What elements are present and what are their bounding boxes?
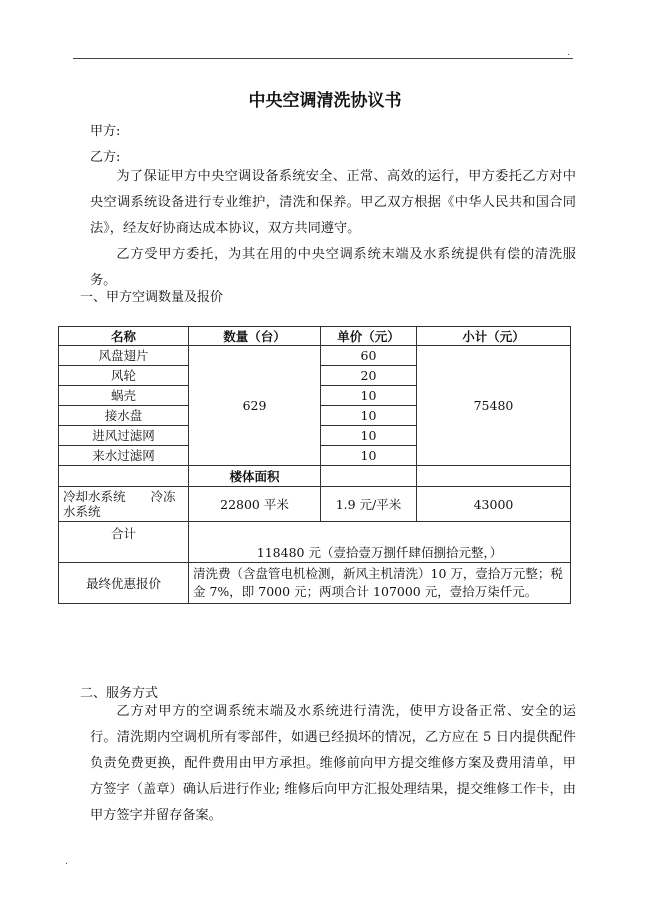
item-name: 接水盘 (59, 406, 189, 426)
item-name: 风盘翅片 (59, 346, 189, 366)
area-header-row (59, 466, 571, 487)
total-value: 118480 元（壹拾壹万捌仟肆佰捌拾元整，） (189, 522, 571, 563)
item-name: 蜗壳 (59, 386, 189, 406)
section-1-heading: 一、甲方空调数量及报价 (80, 290, 224, 305)
item-price: 10 (321, 426, 417, 446)
item-name: 来水过滤网 (59, 446, 189, 466)
party-b-label: 乙方: (90, 150, 121, 165)
item-name: 风轮 (59, 366, 189, 386)
document-title: 中央空调清洗协议书 (248, 91, 402, 111)
header-quantity: 数量（台） (189, 327, 321, 346)
party-a-label: 甲方: (90, 124, 121, 139)
total-row (59, 522, 571, 563)
footer-mark: . (65, 857, 68, 867)
item-price: 10 (321, 386, 417, 406)
final-label: 最终优惠报价 (59, 563, 189, 604)
item-price: 60 (321, 346, 417, 366)
header-subtotal: 小计（元） (417, 327, 571, 346)
intro-paragraph: 为了保证甲方中央空调设备系统安全、正常、高效的运行，甲方委托乙方对中央空调系统设备进行专业维护，清洗和保养。甲乙双方根据《中华人民共和国合同法》，经友好协商达成本协议，双方共同遵守。 (90, 169, 576, 236)
area-header: 楼体面积 (189, 466, 321, 487)
scope-paragraph: 乙方受甲方委托，为其在用的中央空调系统末端及水系统提供有偿的清洗服务。 (90, 247, 576, 288)
item-name: 进风过滤网 (59, 426, 189, 446)
subtotal-cell: 75480 (417, 346, 571, 466)
item-price: 20 (321, 366, 417, 386)
header-unit-price: 单价（元） (321, 327, 417, 346)
header-rule (73, 58, 573, 59)
service-paragraph: 乙方对甲方的空调系统末端及水系统进行清洗，使甲方设备正常、安全的运行。清洗期内空调机所有零部件，如遇已经损坏的情况，乙方应在 5 日内提供配件负责免费更换，配件费用由甲方承担。维修前向甲方提交维修方案及费用清单，甲方签字（盖章）确认后进行作业; 维修后向甲方汇报处理结果，提交维修工作卡，由甲方签字并留存备案。 (90, 704, 576, 823)
final-value: 清洗费（含盘管电机检测，新风主机清洗）10 万，壹拾万元整；税金 7%，即 7000 元；两项合计 107000 元，壹拾万柒仟元。 (189, 563, 571, 604)
item-price: 10 (321, 406, 417, 426)
header-mark: . (567, 48, 570, 58)
table-row (59, 346, 571, 366)
item-price: 10 (321, 446, 417, 466)
area-price: 1.9 元/平米 (321, 487, 417, 522)
water-system-row (59, 487, 571, 522)
quotation-table (58, 326, 571, 604)
water-subtotal: 43000 (417, 487, 571, 522)
final-price-row (59, 563, 571, 604)
table-header-row (59, 327, 571, 346)
quantity-cell: 629 (189, 346, 321, 466)
total-label: 合计 (59, 522, 189, 563)
water-system-name: 冷却水系统 冷冻水系统 (59, 487, 189, 522)
section-2-heading: 二、服务方式 (80, 686, 159, 701)
area-value: 22800 平米 (189, 487, 321, 522)
header-name: 名称 (59, 327, 189, 346)
